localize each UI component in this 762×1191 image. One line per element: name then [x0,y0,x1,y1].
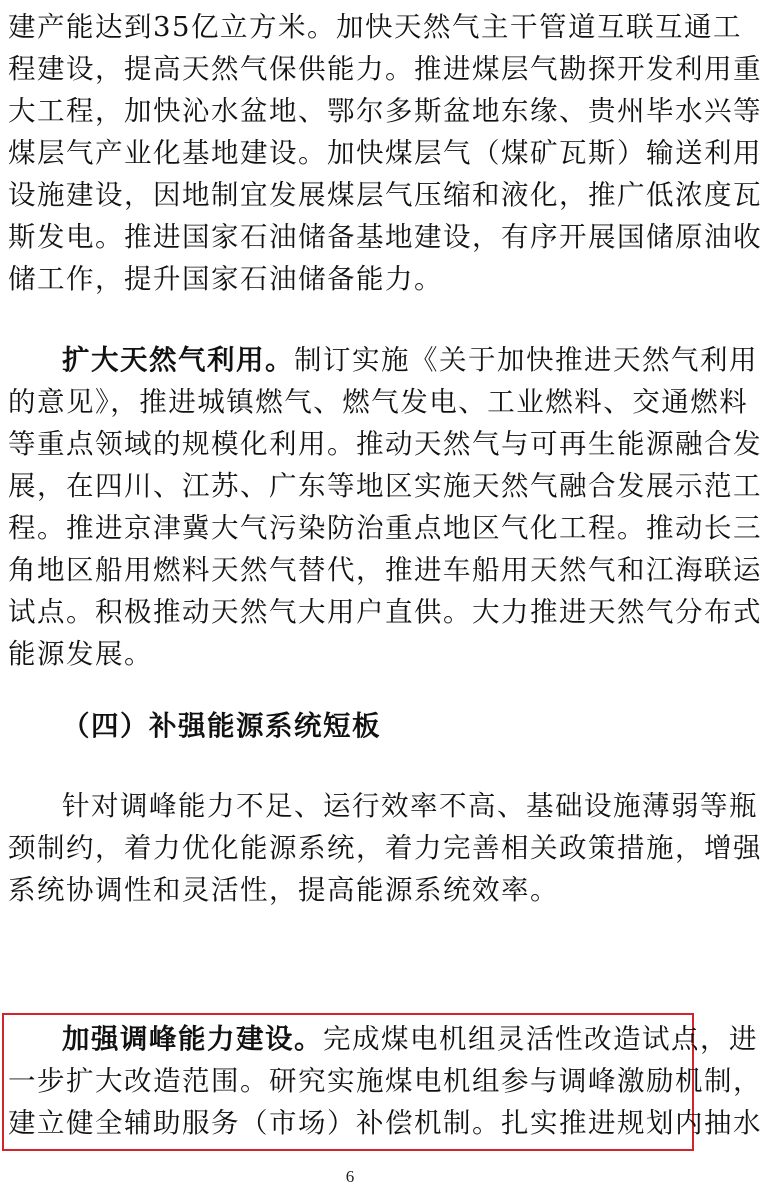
text-line: 建立健全辅助服务（市场）补偿机制。扎实推进规划内抽水 [8,1107,762,1139]
text-line: 颈制约，着力优化能源系统，着力完善相关政策措施，增强 [8,832,762,864]
text-line: 的意见》，推进城镇燃气、燃气发电、工业燃料、交通燃料 [8,386,749,418]
page-number: 6 [345,1167,355,1186]
text-line: 煤层气产业化基地建设。加快煤层气（煤矿瓦斯）输送利用 [8,137,762,169]
text-line: 角地区船用燃料天然气替代，推进车船用天然气和江海联运 [8,554,762,586]
paragraph-text: 制订实施《关于加快推进天然气利用 [294,344,758,376]
text-line: 储工作，提升国家石油储备能力。 [8,263,443,295]
text-line: 建产能达到35亿立方米。加快天然气主干管道互联互通工 [8,11,742,43]
paragraph-first-line [62,339,758,381]
text-line: 试点。积极推动天然气大用户直供。大力推进天然气分布式 [8,596,762,628]
text-line: 斯发电。推进国家石油储备基地建设，有序开展国储原油收 [8,221,762,253]
text-line: 大工程，加快沁水盆地、鄂尔多斯盆地东缘、贵州毕水兴等 [8,95,762,127]
section-heading: （四）补强能源系统短板 [62,710,381,742]
paragraph-text: 完成煤电机组灵活性改造试点，进 [323,1023,758,1055]
paragraph-first-line [62,1018,758,1060]
text-line: 设施建设，因地制宜发展煤层气压缩和液化，推广低浓度瓦 [8,179,762,211]
text-line: 展，在四川、江苏、广东等地区实施天然气融合发展示范工 [8,470,762,502]
paragraph-lead-heading: 加强调峰能力建设。 [62,1023,323,1055]
text-line: 等重点领域的规模化利用。推动天然气与可再生能源融合发 [8,428,762,460]
paragraph-lead-heading: 扩大天然气利用。 [62,344,294,376]
paragraph-first-line: 针对调峰能力不足、运行效率不高、基础设施薄弱等瓶 [62,790,758,822]
text-line: 程建设，提高天然气保供能力。推进煤层气勘探开发利用重 [8,53,762,85]
text-line: 一步扩大改造范围。研究实施煤电机组参与调峰激励机制， [8,1065,762,1097]
text-line: 能源发展。 [8,638,153,670]
text-line: 系统协调性和灵活性，提高能源系统效率。 [8,874,559,906]
text-line: 程。推进京津冀大气污染防治重点地区气化工程。推动长三 [8,512,762,544]
